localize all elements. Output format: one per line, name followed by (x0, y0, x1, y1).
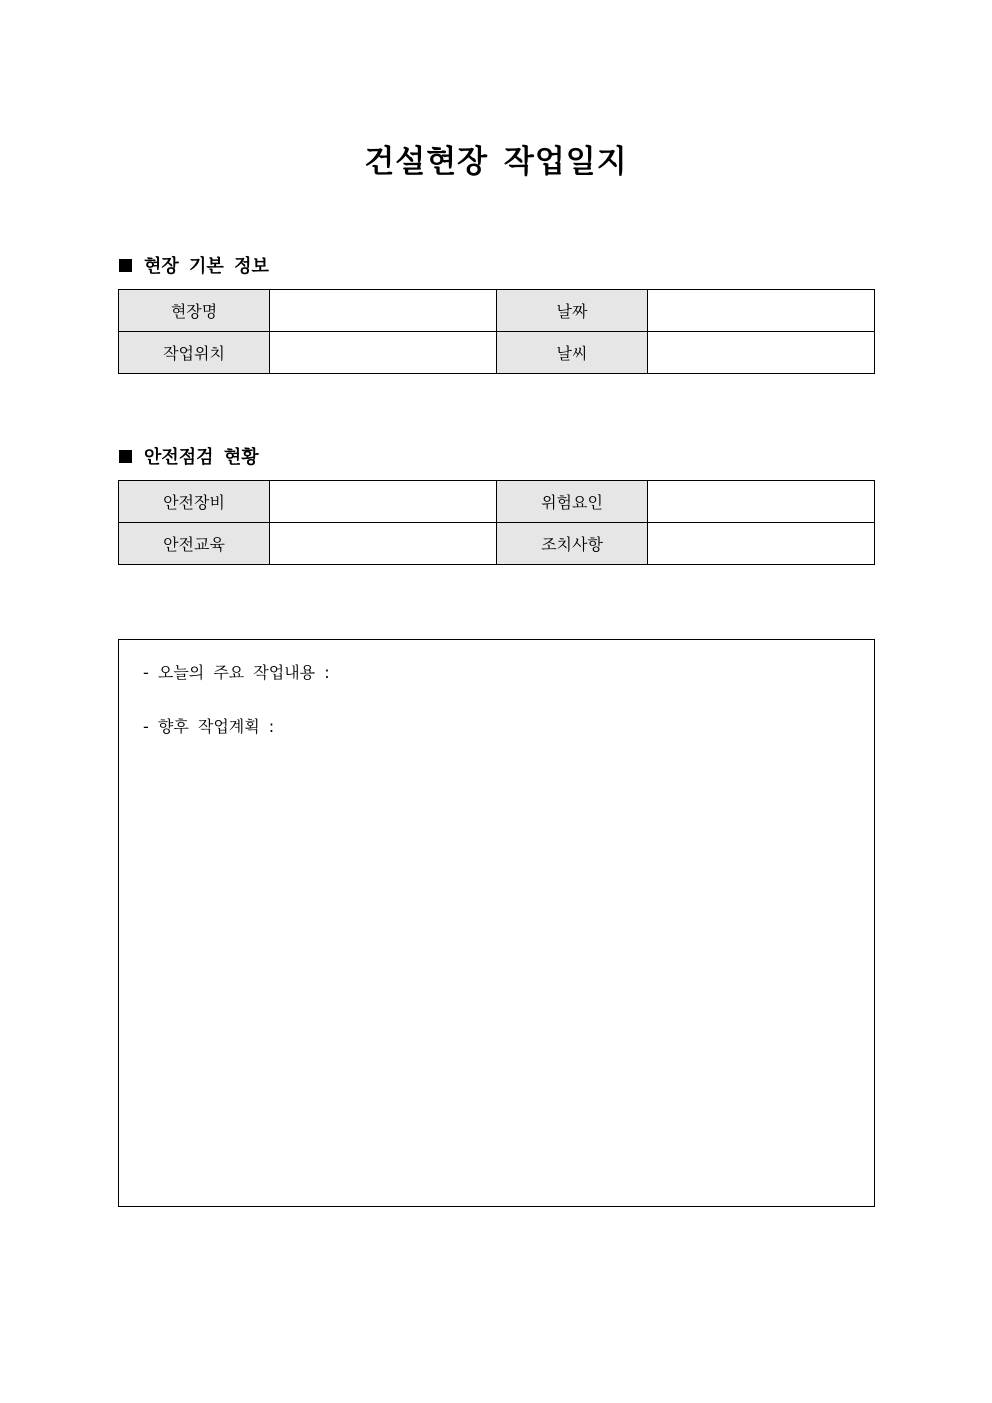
section-heading-label: 안전점검 현황 (144, 447, 259, 468)
field-value-site-name[interactable] (270, 290, 497, 332)
field-label-site-name: 현장명 (119, 290, 270, 332)
note-today-work: - 오늘의 주요 작업내용 : (143, 663, 330, 682)
field-value-safety-training[interactable] (270, 523, 497, 565)
square-bullet-icon (119, 450, 132, 463)
safety-check-table (118, 480, 875, 565)
section-heading-label: 현장 기본 정보 (144, 256, 269, 277)
field-value-actions-taken[interactable] (648, 523, 875, 565)
square-bullet-icon (119, 259, 132, 272)
table-row (119, 290, 875, 332)
field-label-weather: 날씨 (497, 332, 648, 374)
field-label-risk-factors: 위험요인 (497, 481, 648, 523)
field-value-date[interactable] (648, 290, 875, 332)
field-value-risk-factors[interactable] (648, 481, 875, 523)
note-future-plan: - 향후 작업계획 : (143, 717, 275, 736)
table-row (119, 523, 875, 565)
field-label-actions-taken: 조치사항 (497, 523, 648, 565)
field-label-work-location: 작업위치 (119, 332, 270, 374)
work-notes-box[interactable] (118, 639, 875, 1207)
field-label-date: 날짜 (497, 290, 648, 332)
section-heading-safety-check (119, 443, 259, 469)
field-label-safety-training: 안전교육 (119, 523, 270, 565)
site-info-table (118, 289, 875, 374)
table-row (119, 332, 875, 374)
field-label-safety-equipment: 안전장비 (119, 481, 270, 523)
section-heading-site-info (119, 252, 269, 278)
field-value-safety-equipment[interactable] (270, 481, 497, 523)
table-row (119, 481, 875, 523)
field-value-weather[interactable] (648, 332, 875, 374)
document-title: 건설현장 작업일지 (364, 144, 628, 180)
field-value-work-location[interactable] (270, 332, 497, 374)
